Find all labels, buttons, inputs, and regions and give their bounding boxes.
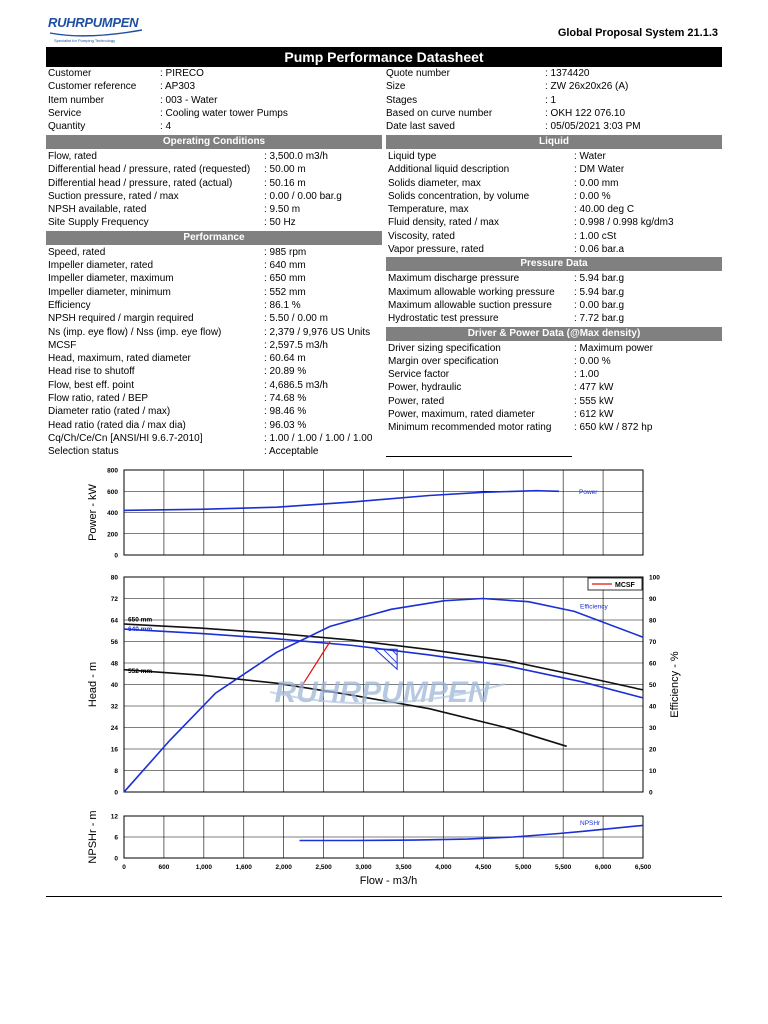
row-label: Service factor [388,369,450,381]
row-label: Solids concentration, by volume [388,190,530,202]
curve-label: 650 mm [128,616,153,624]
data-row [384,80,722,93]
row-label: Site Supply Frequency [48,217,149,229]
data-row [46,419,382,432]
row-value: : 0.00 % [574,190,611,202]
x-tick-label: 6,500 [634,864,652,871]
data-row [386,243,722,256]
data-row [46,67,384,80]
curve-label: 552 mm [128,667,153,675]
data-row [46,150,382,163]
y-tick-label: 0 [114,855,118,863]
row-value: : 50 Hz [264,217,296,229]
row-label: Customer reference [48,81,137,93]
data-row [46,365,382,378]
row-value: : 5.50 / 0.00 m [264,313,328,325]
section-header: Pressure Data [386,257,722,271]
logo-tagline: Specialist for Pumping Technology [54,38,116,43]
system-name: Global Proposal System 21.1.3 [557,27,718,39]
section-header: Performance [46,231,382,245]
data-row [46,379,382,392]
row-value: : 2,597.5 m3/h [264,339,328,351]
row-label: Vapor pressure, rated [388,244,484,256]
row-label: Quote number [386,68,450,79]
data-row [386,355,722,368]
row-label: Impeller diameter, rated [48,260,154,272]
y2-tick-label: 80 [649,617,657,625]
row-label: NPSH available, rated [48,204,147,216]
row-value: : 555 kW [574,395,614,407]
data-row [386,299,722,312]
y-tick-label: 32 [110,703,118,711]
section-header: Operating Conditions [46,135,382,149]
row-label: Quantity [48,121,86,133]
row-label: Ns (imp. eye flow) / Nss (imp. eye flow) [48,326,222,338]
x-tick-label: 1,600 [235,864,252,871]
row-label: Liquid type [388,151,437,162]
row-value: : Cooling water tower Pumps [160,107,288,119]
y-tick-label: 200 [107,531,118,539]
data-row [384,67,722,80]
row-label: Flow, best eff. point [48,379,134,391]
company-logo [46,14,146,48]
data-row [386,203,722,216]
data-row [384,107,722,120]
row-value: : 0.00 bar.g [574,299,625,311]
row-value: : 650 kW / 872 hp [574,422,653,434]
row-value: : Water [574,151,606,162]
row-label: Efficiency [48,299,91,311]
row-value: : 0.00 % [574,355,611,367]
row-value: : 0.06 bar.a [574,244,625,256]
row-label: Head ratio (rated dia / max dia) [48,419,186,431]
y-tick-label: 56 [110,639,118,646]
row-value: : 0.00 mm [574,177,619,189]
row-label: Head, maximum, rated diameter [48,353,191,365]
data-row [386,150,722,163]
data-row [46,107,384,120]
row-value: : ZW 26x20x26 (A) [545,81,629,93]
row-value: : 96.03 % [264,419,307,431]
row-value: : 650 mm [264,273,306,285]
y2-axis-label: Efficiency - % [669,651,681,718]
data-row [386,408,722,421]
row-label: Viscosity, rated [388,230,455,242]
row-value: : 74.68 % [264,393,307,405]
row-value: : 1 [545,94,557,106]
y-tick-label: 24 [110,725,118,732]
x-tick-label: 0 [122,864,126,871]
row-value: : 1374420 [545,68,590,79]
y-tick-label: 12 [110,813,118,821]
row-value: : DM Water [574,164,625,176]
row-value: : 612 kW [574,409,614,421]
row-label: Based on curve number [386,107,493,119]
data-row [46,259,382,272]
data-row [386,190,722,203]
data-row [46,286,382,299]
row-label: Suction pressure, rated / max [48,190,179,202]
info-left-block [46,67,384,133]
row-value: : PIRECO [160,68,204,79]
row-label: Maximum discharge pressure [388,273,520,285]
row-value: : 60.64 m [264,353,306,365]
row-value: : 1.00 [574,369,600,381]
data-row [46,216,382,229]
right-sections [386,134,722,435]
y-tick-label: 0 [114,789,118,797]
y-tick-label: 800 [107,467,118,475]
y-tick-label: 0 [114,552,118,560]
y-tick-label: 6 [114,834,118,842]
section-header: Liquid [386,135,722,149]
row-value: : 5.94 bar.g [574,273,625,285]
row-label: Driver sizing specification [388,342,501,354]
row-label: Fluid density, rated / max [388,217,499,229]
row-label: Power, rated [388,395,445,407]
row-value: : 05/05/2021 3:03 PM [545,121,641,133]
x-tick-label: 2,500 [315,864,332,871]
row-label: Power, maximum, rated diameter [388,409,535,421]
row-label: Minimum recommended motor rating [388,422,552,434]
row-value: : 20.89 % [264,366,307,378]
y2-tick-label: 90 [649,596,657,603]
data-row [386,421,722,434]
data-row [386,230,722,243]
performance-charts [0,460,768,890]
row-label: Flow, rated [48,151,97,162]
bottom-rule [46,896,722,897]
y-axis-label: Head - m [87,661,99,708]
row-value: : 50.00 m [264,164,306,176]
data-row [386,177,722,190]
info-right-block [384,67,722,133]
row-label: NPSH required / margin required [48,313,194,325]
x-tick-label: 3,000 [355,864,372,871]
y-tick-label: 8 [114,768,118,775]
data-row [386,395,722,408]
data-row [46,203,382,216]
y2-tick-label: 0 [649,789,653,797]
data-row [384,120,722,133]
row-label: Impeller diameter, minimum [48,286,171,298]
row-value: : 9.50 m [264,204,301,216]
x-tick-label: 5,000 [515,864,532,871]
row-value: : 1.00 cSt [574,230,617,242]
x-axis-label: Flow - m3/h [359,875,418,887]
y2-tick-label: 30 [649,725,657,732]
y2-tick-label: 60 [649,660,657,668]
row-value: : 86.1 % [264,299,301,311]
row-value: : 0.998 / 0.998 kg/dm3 [574,217,674,229]
row-label: Selection status [48,446,119,458]
curve-label: 640 mm [128,626,153,634]
row-value: : 985 rpm [264,246,307,258]
row-value: : 98.46 % [264,406,307,418]
y-tick-label: 600 [107,488,118,496]
y-tick-label: 400 [107,510,118,517]
row-value: : 7.72 bar.g [574,313,625,325]
x-tick-label: 600 [158,864,170,871]
row-label: Power, hydraulic [388,382,462,394]
page-title: Pump Performance Datasheet [46,47,722,67]
y-tick-label: 64 [110,617,118,625]
series-label: Efficiency [580,603,608,611]
logo-wordmark: RUHRPUMPEN [48,15,139,30]
data-row [46,299,382,312]
data-row [46,120,384,133]
x-tick-label: 1,000 [195,864,212,871]
data-row [46,326,382,339]
row-label: Maximum allowable working pressure [388,286,555,298]
data-row [46,392,382,405]
row-label: Hydrostatic test pressure [388,313,499,325]
row-value: : 4 [160,121,172,133]
x-tick-label: 5,500 [555,864,572,871]
x-tick-label: 2,000 [275,864,292,871]
row-value: : OKH 122 076.10 [545,107,626,119]
row-value: : 40.00 deg C [574,204,635,216]
row-label: Date last saved [386,121,455,133]
row-label: Service [48,107,82,119]
data-row [386,342,722,355]
data-row [46,163,382,176]
y-tick-label: 40 [110,682,118,689]
row-value: : 0.00 / 0.00 bar.g [264,190,342,202]
row-label: Speed, rated [48,246,106,258]
data-row [46,432,382,445]
series-label: NPSHr [580,820,601,827]
row-value: : AP303 [160,81,196,93]
data-row [386,286,722,299]
data-row [386,312,722,325]
row-value: : 1.00 / 1.00 / 1.00 / 1.00 [264,432,373,444]
row-label: Diameter ratio (rated / max) [48,406,171,418]
row-label: MCSF [48,339,77,351]
data-row [46,190,382,203]
x-tick-label: 4,000 [435,864,452,871]
row-label: Item number [48,94,105,106]
row-label: Impeller diameter, maximum [48,273,174,285]
x-tick-label: 4,500 [475,864,492,871]
data-row [46,272,382,285]
data-row [386,368,722,381]
row-label: Cq/Ch/Ce/Cn [ANSI/HI 9.6.7-2010] [48,432,203,444]
y-axis-label: NPSHr - m [87,810,99,864]
y2-tick-label: 10 [649,768,657,775]
x-tick-label: 6,000 [594,864,612,871]
data-row [46,339,382,352]
data-row [46,352,382,365]
series-label: Power [579,489,598,496]
y2-tick-label: 70 [649,639,657,646]
y-axis-label: Power - kW [87,484,99,541]
data-row [46,405,382,418]
data-row [46,177,382,190]
data-row [46,312,382,325]
data-row [386,216,722,229]
y-tick-label: 72 [110,596,118,603]
row-value: : Acceptable [264,446,319,458]
row-value: : 2,379 / 9,976 US Units [264,326,371,338]
y-tick-label: 48 [110,660,118,668]
row-value: : 003 - Water [160,94,218,106]
row-value: : 552 mm [264,286,306,298]
row-label: Additional liquid description [388,164,510,176]
row-value: : 3,500.0 m3/h [264,151,328,162]
y2-tick-label: 50 [649,682,657,689]
data-row [386,163,722,176]
y-tick-label: 16 [110,746,118,754]
y2-tick-label: 100 [649,574,660,582]
right-divider [386,456,572,457]
row-label: Stages [386,94,418,106]
data-row [46,94,384,107]
row-value: : 5.94 bar.g [574,286,625,298]
row-label: Solids diameter, max [388,177,481,189]
row-label: Maximum allowable suction pressure [388,299,552,311]
x-tick-label: 3,500 [395,864,412,871]
row-value: : 4,686.5 m3/h [264,379,328,391]
row-value: : 50.16 m [264,177,306,189]
row-label: Differential head / pressure, rated (actual) [48,177,233,189]
data-row [386,381,722,394]
legend-label: MCSF [615,582,635,589]
y2-tick-label: 40 [649,703,657,711]
row-label: Flow ratio, rated / BEP [48,393,149,405]
row-label: Temperature, max [388,204,469,216]
y-tick-label: 80 [110,574,118,582]
watermark-logo: RUHRPUMPEN [274,676,490,709]
data-row [46,246,382,259]
row-value: : 640 mm [264,260,306,272]
y2-tick-label: 20 [649,746,657,754]
section-header: Driver & Power Data (@Max density) [386,327,722,341]
row-label: Margin over specification [388,355,499,367]
data-row [46,445,382,458]
logo-swoosh-icon [46,14,146,38]
row-label: Head rise to shutoff [48,366,135,378]
row-label: Differential head / pressure, rated (requested) [48,164,251,176]
data-row [384,94,722,107]
row-value: : Maximum power [574,342,653,354]
data-row [46,80,384,93]
data-row [386,272,722,285]
row-label: Size [386,81,406,93]
left-sections [46,134,382,459]
row-label: Customer [48,68,92,79]
row-value: : 477 kW [574,382,614,394]
